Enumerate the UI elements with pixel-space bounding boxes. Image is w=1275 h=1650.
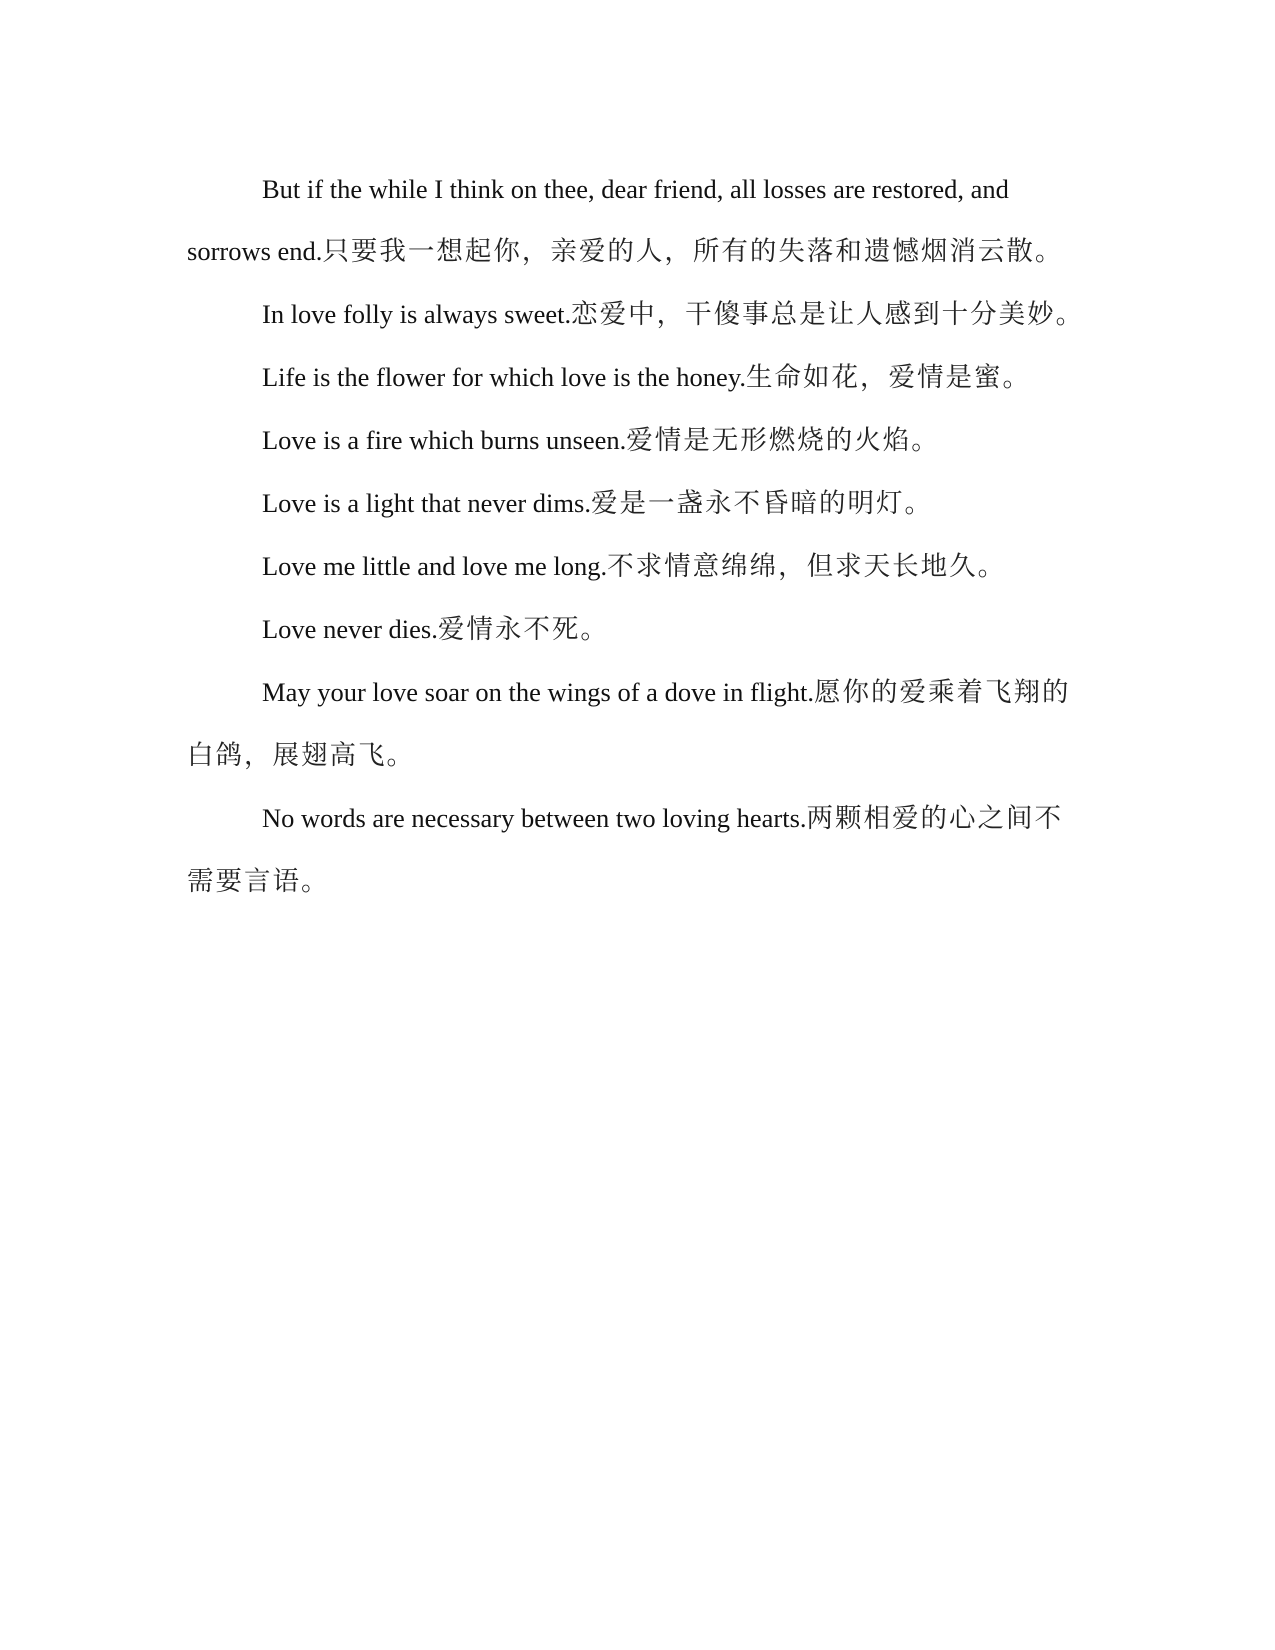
paragraph-8 [187,661,1087,787]
english-text: May your love soar on the wings of a dove in flight. [262,677,814,707]
paragraph-5 [187,472,1087,535]
chinese-text: 爱情永不死。 [437,614,609,645]
paragraph-9 [187,787,1087,913]
chinese-text: 不求情意绵绵，但求天长地久。 [607,551,1007,582]
english-text: No words are necessary between two loving hearts. [262,803,807,833]
paragraph-7 [187,598,1087,661]
chinese-text: 愿你的爱乘着飞翔的白鸽，展翅高飞。 [187,677,1071,771]
chinese-text: 只要我一想起你，亲爱的人，所有的失落和遗憾烟消云散。 [322,236,1064,267]
paragraph-1 [187,158,1087,283]
english-text: But if the while I think on thee, dear friend, all losses are restored, and sorrows end. [187,174,1009,266]
paragraph-2 [187,283,1087,346]
paragraph-6 [187,535,1087,598]
chinese-text: 恋爱中，干傻事总是让人感到十分美妙。 [571,299,1085,330]
english-text: Life is the flower for which love is the honey. [262,362,746,392]
chinese-text: 两颗相爱的心之间不需要言语。 [187,803,1064,897]
paragraph-4 [187,409,1087,472]
chinese-text: 生命如花，爱情是蜜。 [745,362,1031,393]
english-text: Love is a light that never dims. [262,488,591,518]
chinese-text: 爱情是无形燃烧的火焰。 [626,425,940,456]
english-text: Love never dies. [262,614,438,644]
chinese-text: 爱是一盏永不昏暗的明灯。 [590,488,933,519]
english-text: Love me little and love me long. [262,551,608,581]
paragraph-3 [187,346,1087,409]
english-text: In love folly is always sweet. [262,299,572,329]
document-body [187,158,1087,913]
english-text: Love is a fire which burns unseen. [262,425,627,455]
